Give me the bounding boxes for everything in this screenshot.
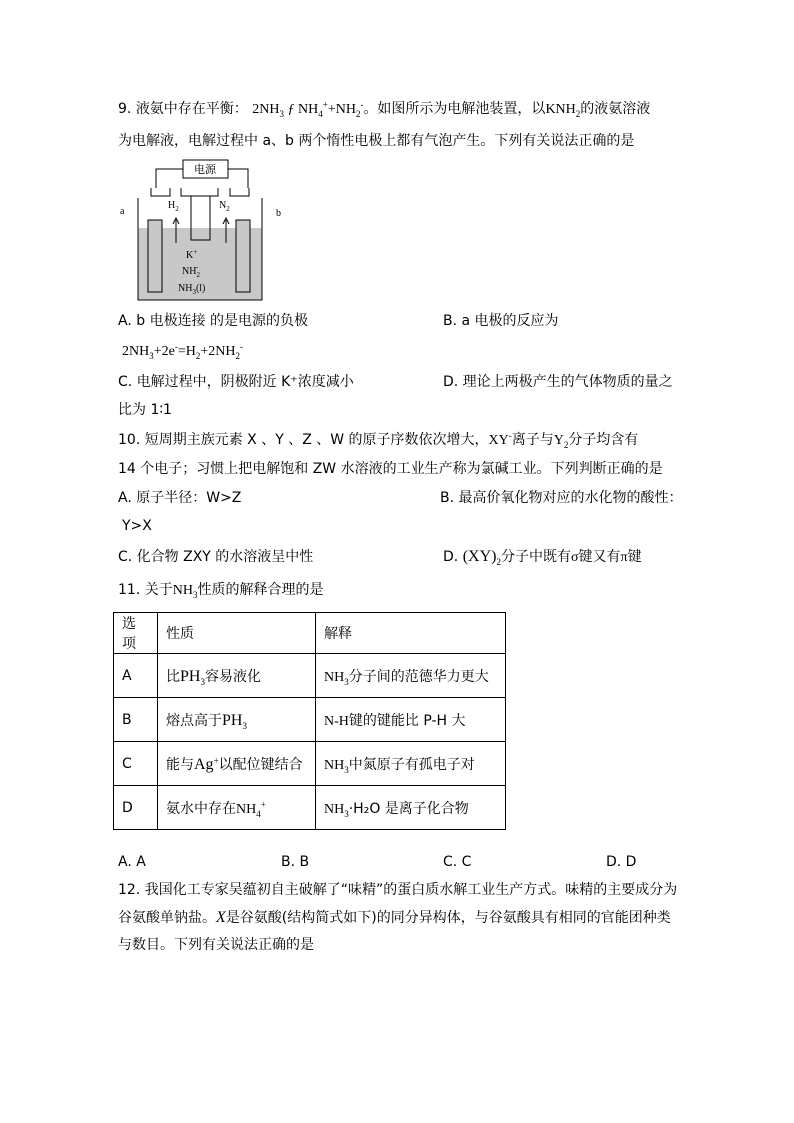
- q12-line3: 与数目。下列有关说法正确的是: [118, 937, 314, 953]
- gas-divider: [151, 188, 249, 196]
- q9-line1: 9. 液氨中存在平衡： $2NH_3$ ƒ $NH_4^++NH_2^-$。如图所示为电解池装置，以$KNH_2$的液氨溶液: [118, 99, 651, 119]
- row-property: 熔点高于$PH_3$: [158, 698, 316, 742]
- electrode-b-label: b: [276, 208, 281, 219]
- solvent-label: $NH_3(l)$: [178, 283, 206, 296]
- q12-line2: 谷氨酸单钠盐。X是谷氨酸(结构简式如下)的同分异构体，与谷氨酸具有相同的官能团种类: [118, 909, 671, 926]
- q10-option-b-cont: Y>X: [122, 518, 152, 534]
- electrode-a: [148, 220, 162, 292]
- header-option: 选项: [114, 613, 158, 654]
- q10-option-a: A. 原子半径：W>Z: [118, 490, 242, 506]
- header-property: 性质: [158, 613, 316, 654]
- row-property: 氨水中存在$NH_4^+$: [158, 786, 316, 830]
- row-option: C: [114, 742, 158, 786]
- header-explanation: 解释: [316, 613, 506, 654]
- table-row: [114, 742, 506, 786]
- q11-title: 11. 关于$NH_3$性质的解释合理的是: [118, 582, 324, 600]
- q9-option-d: D. 理论上两极产生的气体物质的量之: [443, 374, 673, 390]
- q11-table: [113, 612, 506, 830]
- q10-option-b: B. 最高价氧化物对应的水化物的酸性：: [440, 490, 683, 506]
- table-row: [114, 654, 506, 698]
- table-row: [114, 698, 506, 742]
- q11-answer-a: A. A: [118, 854, 146, 870]
- q12-line1: 12. 我国化工专家吴蕴初自主破解了“味精”的蛋白质水解工业生产方式。味精的主要成分为: [118, 882, 678, 898]
- power-source-label: 电源: [194, 163, 216, 176]
- ion-k-label: K+: [186, 248, 198, 261]
- row-option: D: [114, 786, 158, 830]
- q11-answer-c: C. C: [443, 854, 472, 870]
- q9-option-a: A. b 电极连接 的是电源的负极: [118, 313, 309, 329]
- row-explanation: $NH_3\cdot H_2O$ 是离子化合物: [316, 786, 506, 830]
- q9-option-b-equation: $2NH_3+2e^-=H_2+2NH_2^-$: [122, 341, 243, 361]
- electrode-b: [236, 220, 250, 292]
- table-row: [114, 786, 506, 830]
- gas-left-label: $H_2$: [168, 200, 179, 213]
- q9-line2: 为电解液，电解过程中 a、b 两个惰性电极上都有气泡产生。下列有关说法正确的是: [118, 133, 635, 149]
- q9-option-d-cont: 比为 1∶1: [118, 402, 172, 418]
- electrode-a-label: a: [120, 206, 125, 217]
- row-explanation: $NH_3$分子间的范德华力更大: [316, 654, 506, 698]
- q11-answer-d: D. D: [606, 854, 637, 870]
- q11-answer-b: B. B: [281, 854, 310, 870]
- q10-option-c: C. 化合物 ZXY 的水溶液呈中性: [118, 549, 314, 565]
- gas-right-label: $N_2$: [219, 200, 230, 213]
- q10-line1: 10. 短周期主族元素 X 、Y 、Z 、W 的原子序数依次增大，XY-离子与$Y_2$分子均含有: [118, 430, 639, 450]
- ion-nh2-label: $NH_2-$: [182, 263, 200, 279]
- row-property: 能与Ag+以配位键结合: [158, 742, 316, 786]
- row-explanation: N-H键的键能比 P-H 大: [316, 698, 506, 742]
- electrolysis-diagram: [118, 158, 298, 308]
- row-option: B: [114, 698, 158, 742]
- row-explanation: $NH_3$中氮原子有孤电子对: [316, 742, 506, 786]
- row-property: 比$PH_3$容易液化: [158, 654, 316, 698]
- q9-option-c: C. 电解过程中，阴极附近 K⁺浓度减小: [118, 374, 354, 390]
- q10-line2: 14 个电子；习惯上把电解饱和 ZW 水溶液的工业生产称为氯碱工业。下列判断正确的是: [118, 461, 663, 477]
- table-header-row: [114, 613, 506, 654]
- q10-option-d: D. $(XY)_2$分子中既有σ键又有π键: [443, 548, 642, 567]
- q9-option-b: B. a 电极的反应为: [443, 313, 559, 329]
- row-option: A: [114, 654, 158, 698]
